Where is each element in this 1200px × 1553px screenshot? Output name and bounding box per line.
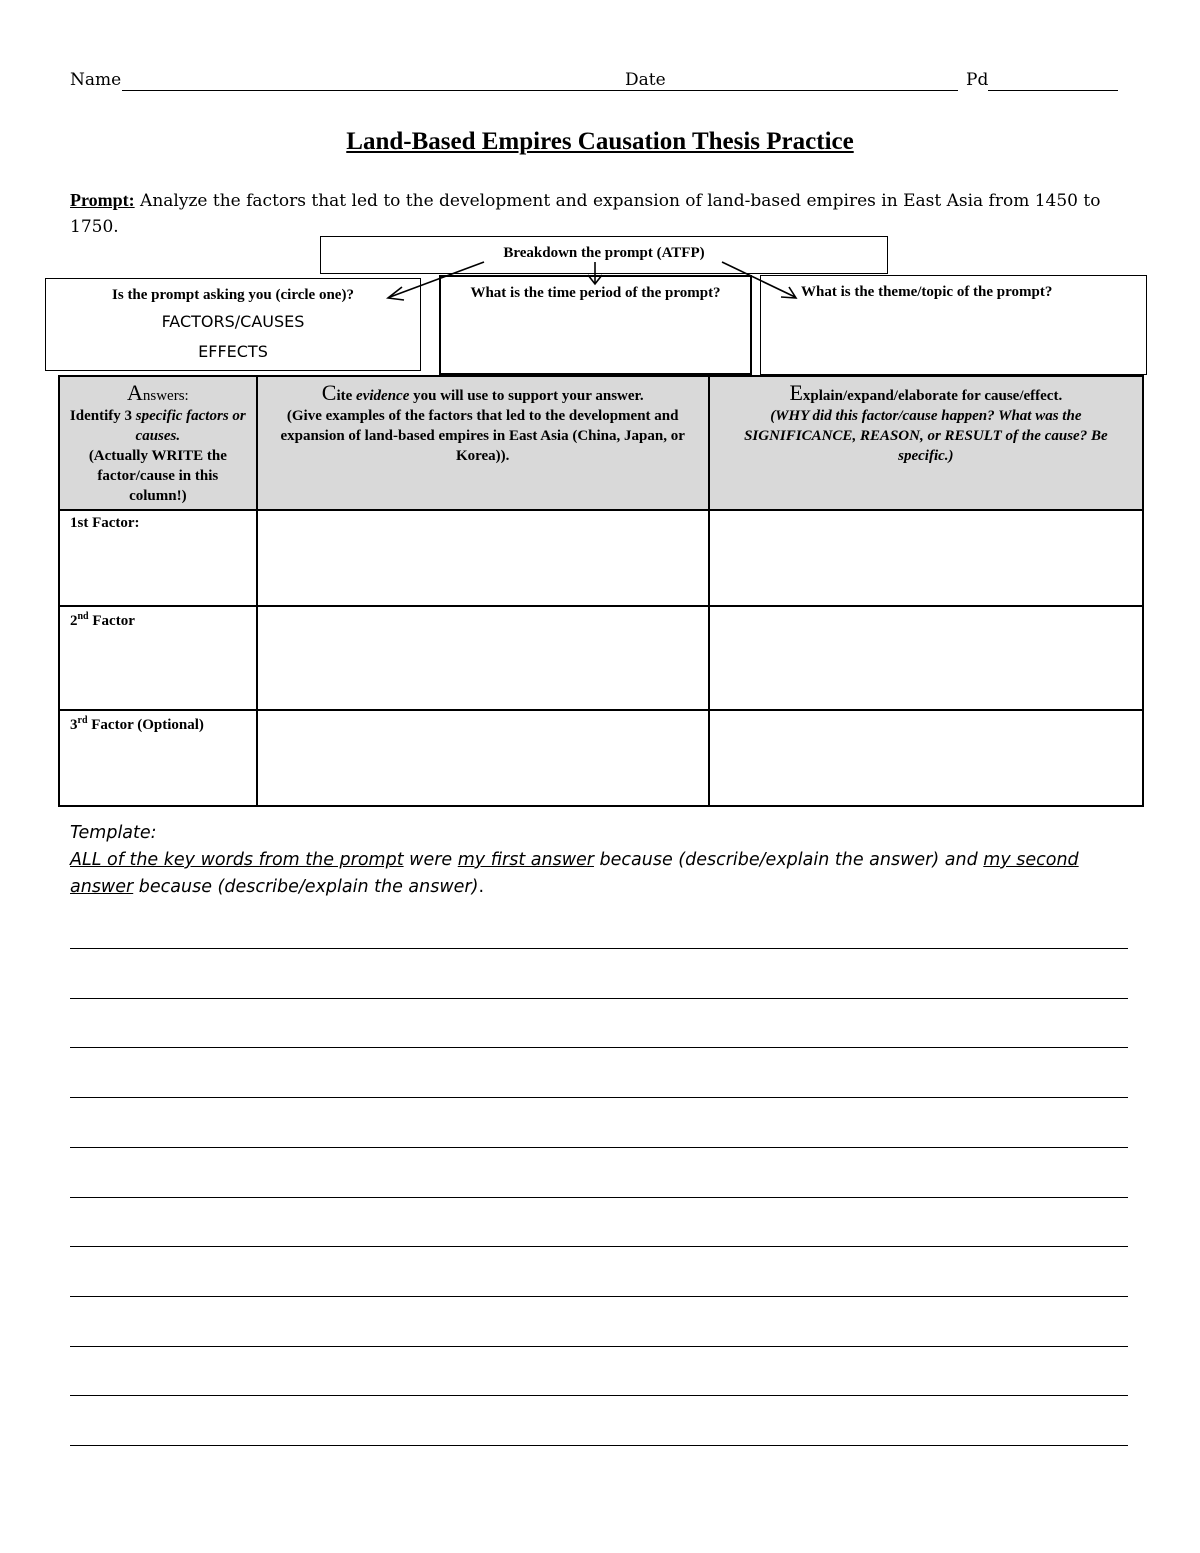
breakdown-title: Breakdown the prompt (ATFP)	[503, 245, 705, 261]
writing-line[interactable]	[70, 1445, 1128, 1446]
breakdown-arrows	[0, 0, 1200, 320]
cite-title-c: you will use to support your answer.	[409, 388, 644, 404]
period-label: Pd	[966, 70, 989, 90]
page-title: Land-Based Empires Causation Thesis Practice	[346, 128, 854, 155]
prompt-label: Prompt:	[70, 190, 135, 210]
cite-title-evidence: evidence	[356, 388, 410, 404]
writing-line[interactable]	[70, 1147, 1128, 1148]
factor-3-text: Factor (Optional)	[87, 717, 204, 733]
template-text	[70, 847, 1130, 901]
template-second-answer: my second answer	[70, 850, 1079, 897]
factor-2-label	[59, 606, 257, 710]
factor-1-label: 1st Factor:	[59, 510, 257, 606]
time-period-question: What is the time period of the prompt?	[470, 285, 721, 301]
template-first-answer: my first answer	[457, 850, 594, 870]
template-label: Template:	[70, 823, 157, 843]
answers-identify: Identify 3	[69, 408, 136, 424]
writing-line[interactable]	[70, 1047, 1128, 1048]
option-factors-causes[interactable]: FACTORS/CAUSES	[161, 312, 305, 331]
factor-3-num: 3	[70, 717, 78, 733]
template-were: were	[403, 850, 458, 870]
template-because-2: because (describe/explain the answer)	[133, 877, 479, 897]
explain-title: xplain/expand/elaborate for cause/effect.	[802, 388, 1063, 404]
arrow-left-icon	[390, 262, 484, 297]
factor-3-sup: rd	[77, 715, 88, 726]
answers-title: nswers:	[142, 388, 189, 404]
arrow-right-icon	[722, 262, 795, 297]
explain-header	[709, 376, 1143, 510]
factor-1-explain-cell[interactable]	[709, 510, 1143, 606]
writing-line[interactable]	[70, 998, 1128, 999]
writing-line[interactable]	[70, 948, 1128, 949]
template-because-1: because (describe/explain the answer) and	[593, 850, 984, 870]
factor-2-evidence-cell[interactable]	[257, 606, 709, 710]
factor-2-num: 2	[70, 613, 78, 629]
factor-3-label	[59, 710, 257, 806]
writing-line[interactable]	[70, 1395, 1128, 1396]
answers-header	[59, 376, 257, 510]
explain-instruction: (WHY did this factor/cause happen? What was the SIGNIFICANCE, REASON, or RESULT of the cause? Be specific.)	[744, 408, 1108, 464]
factor-1-evidence-cell[interactable]	[257, 510, 709, 606]
factor-2-text: Factor	[88, 613, 135, 629]
writing-line[interactable]	[70, 1097, 1128, 1098]
date-label: Date	[625, 70, 666, 90]
template-period: .	[478, 877, 485, 897]
asking-question: Is the prompt asking you (circle one)?	[112, 287, 354, 303]
writing-line[interactable]	[70, 1197, 1128, 1198]
writing-line[interactable]	[70, 1296, 1128, 1297]
factor-3-evidence-cell[interactable]	[257, 710, 709, 806]
writing-line[interactable]	[70, 1246, 1128, 1247]
ace-table	[58, 375, 1144, 807]
cite-title-a: ite	[336, 388, 357, 404]
cite-instruction: (Give examples of the factors that led to the development and expansion of land-based empires in East Asia (China, Japan, or Korea)).	[280, 408, 685, 464]
answers-instruction: (Actually WRITE the factor/cause in this column!)	[88, 448, 227, 504]
thesis-template	[70, 820, 1130, 901]
answers-initial: A	[126, 380, 143, 405]
factor-3-explain-cell[interactable]	[709, 710, 1143, 806]
answers-specific: specific factors or causes.	[135, 408, 246, 444]
template-keywords: of the key words from the prompt	[101, 850, 404, 870]
template-all: ALL	[70, 850, 102, 870]
theme-question: What is the theme/topic of the prompt?	[801, 284, 1053, 300]
factor-2-sup: nd	[77, 611, 89, 622]
explain-initial: E	[789, 380, 803, 405]
writing-line[interactable]	[70, 1346, 1128, 1347]
prompt-text: Analyze the factors that led to the development and expansion of land-based empires in East Asia from 1450 to 1750.	[70, 191, 1101, 237]
cite-initial: C	[321, 380, 337, 405]
factor-2-explain-cell[interactable]	[709, 606, 1143, 710]
option-effects[interactable]: EFFECTS	[198, 342, 268, 361]
cite-header	[257, 376, 709, 510]
name-label: Name	[70, 70, 122, 90]
